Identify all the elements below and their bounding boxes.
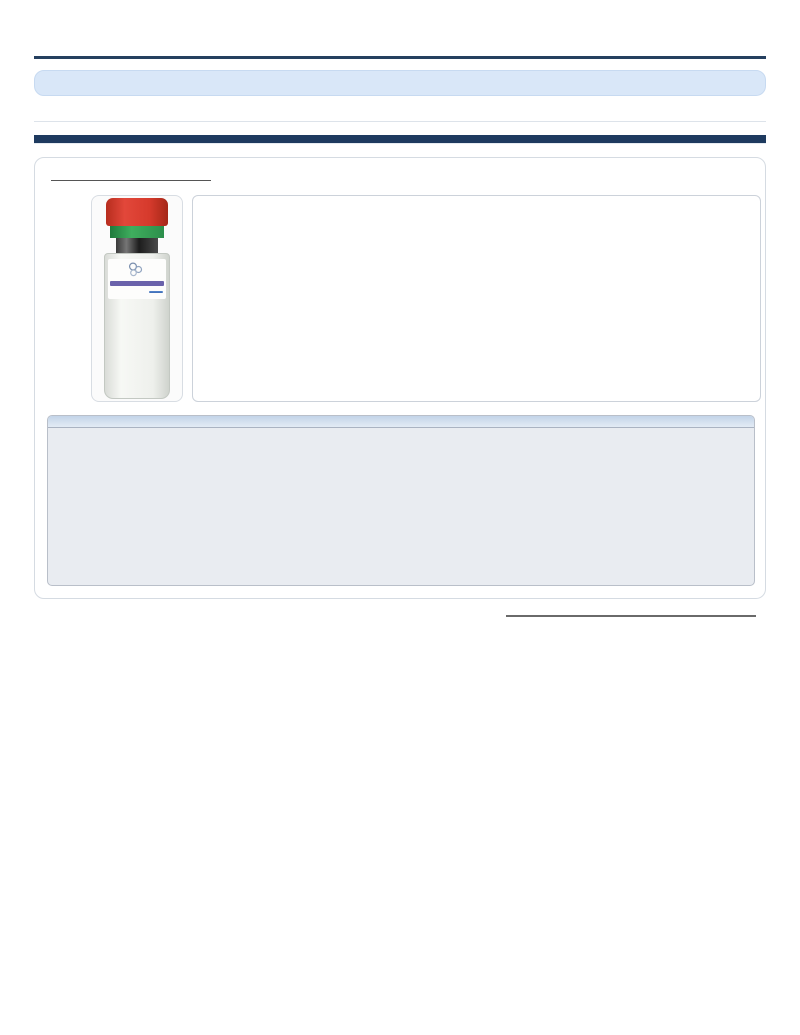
signature-line [506,615,756,617]
vial-red-cap [106,198,168,226]
document-header [34,26,766,48]
chromatogram-row [91,195,755,402]
dates-bar [34,70,766,96]
section-divider [34,121,766,122]
vial-size-pill [149,291,163,293]
vial [100,198,174,399]
header-divider [34,56,766,59]
vial-green-band [110,226,164,238]
vial-info-row [110,291,164,293]
hplc-chromatogram-chart [192,195,761,402]
vial-logo-row [110,262,164,277]
hplc-chromatogram-title [47,170,755,185]
chromatogram-plot [195,198,758,399]
verification-code-row [748,33,766,48]
retention-time-value [51,179,211,181]
vial-glass-body [104,253,170,399]
sample-received [49,77,53,89]
vial-warning-banner [110,281,164,286]
mass-spectrum-chart [47,415,755,586]
mass-spectrum-window-bar [48,416,754,428]
analytical-data-panel [34,157,766,599]
footer-row [34,613,766,622]
product-vial-photo [91,195,183,402]
vial-label [108,259,166,299]
vial-crimp-seal [116,238,158,253]
title-block [748,26,766,48]
table-header-row [34,135,766,143]
mass-spectrum-plot [48,428,750,580]
coa-issued [747,77,751,89]
signature-block [506,613,756,622]
test-results-table [34,135,766,144]
ion-peptide-circles-icon [128,262,144,277]
